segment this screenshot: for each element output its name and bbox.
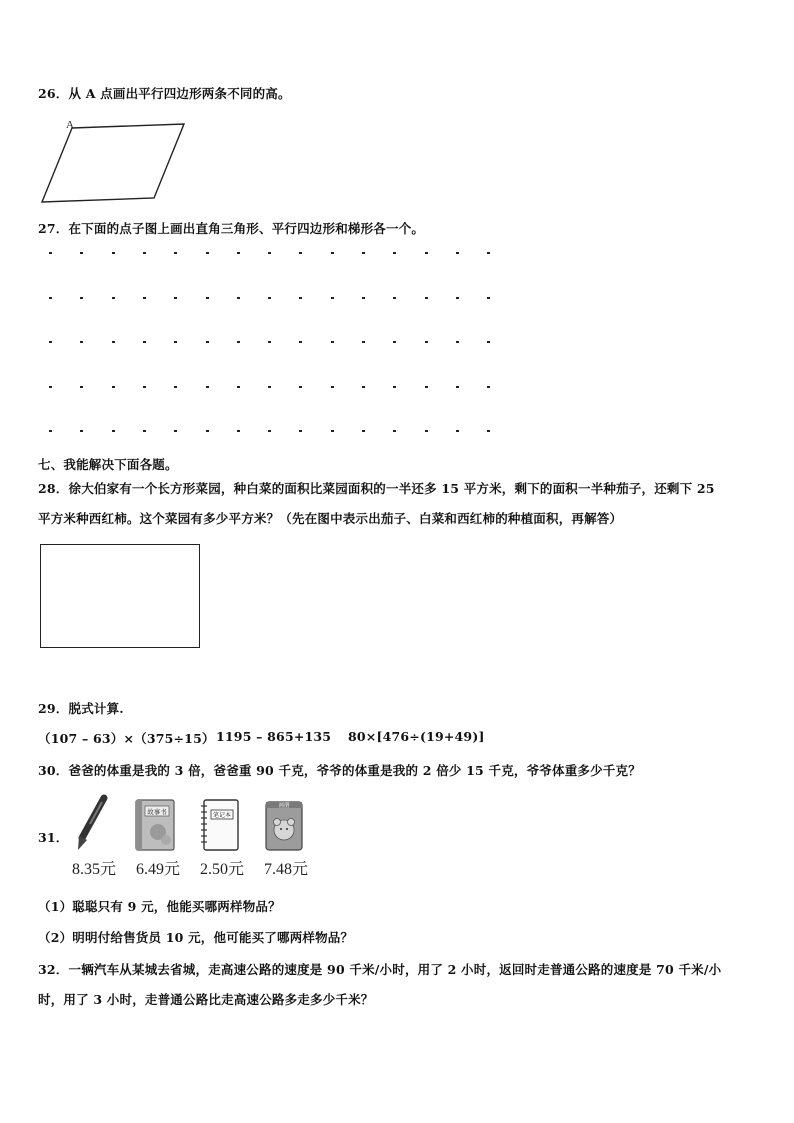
- grid-dot[interactable]: [206, 297, 209, 299]
- grid-dot[interactable]: [143, 252, 146, 254]
- grid-dot[interactable]: [237, 252, 240, 254]
- question-29-title: 29．脱式计算.: [38, 701, 124, 716]
- question-28-line1: 28．徐大伯家有一个长方形菜园，种白菜的面积比菜园面积的一半还多 15 平方米，剩下的面积一半种茄子，还剩下 25: [38, 481, 715, 496]
- grid-dot[interactable]: [112, 341, 115, 343]
- item-pen: [64, 794, 120, 878]
- grid-dot[interactable]: [49, 252, 52, 254]
- grid-dot[interactable]: [268, 297, 271, 299]
- grid-dot[interactable]: [49, 341, 52, 343]
- grid-dot[interactable]: [487, 430, 490, 432]
- grid-dot[interactable]: [80, 341, 83, 343]
- parallelogram-figure: [38, 114, 190, 204]
- grid-dot[interactable]: [237, 386, 240, 388]
- item-notebook: [192, 794, 248, 878]
- price-pen: 8.35元: [71, 861, 116, 878]
- grid-dot[interactable]: [362, 386, 365, 388]
- item-storybook: [128, 794, 184, 878]
- grid-dot[interactable]: [80, 297, 83, 299]
- grid-dot[interactable]: [143, 297, 146, 299]
- grid-dot[interactable]: [299, 341, 302, 343]
- grid-dot[interactable]: [456, 341, 459, 343]
- expression-3: 80×[476÷(19+49)]: [348, 729, 485, 744]
- grid-dot[interactable]: [331, 386, 334, 388]
- grid-dot[interactable]: [425, 430, 428, 432]
- grid-dot[interactable]: [80, 430, 83, 432]
- grid-dot[interactable]: [362, 430, 365, 432]
- item-picture-book: [256, 794, 312, 878]
- grid-dot[interactable]: [393, 252, 396, 254]
- question-31-sub1: （1）聪聪只有 9 元，他能买哪两样物品？: [38, 899, 281, 914]
- grid-dot[interactable]: [362, 297, 365, 299]
- grid-dot[interactable]: [206, 341, 209, 343]
- svg-text:故事书: 故事书: [147, 808, 167, 816]
- grid-dot[interactable]: [143, 430, 146, 432]
- price-notebook: 2.50元: [199, 861, 244, 878]
- grid-dot[interactable]: [49, 430, 52, 432]
- garden-rectangle[interactable]: [40, 544, 200, 648]
- storybook-cover: [132, 794, 180, 854]
- grid-dot[interactable]: [331, 297, 334, 299]
- grid-dot[interactable]: [206, 430, 209, 432]
- grid-dot[interactable]: [80, 386, 83, 388]
- grid-dot[interactable]: [456, 252, 459, 254]
- grid-dot[interactable]: [487, 252, 490, 254]
- grid-dot[interactable]: [331, 341, 334, 343]
- grid-dot[interactable]: [362, 252, 365, 254]
- grid-dot[interactable]: [331, 430, 334, 432]
- question-31-sub2: （2）明明付给售货员 10 元，他可能买了哪两样物品？: [38, 930, 354, 945]
- price-storybook: 6.49元: [135, 861, 180, 878]
- grid-dot[interactable]: [393, 341, 396, 343]
- grid-dot[interactable]: [174, 386, 177, 388]
- grid-dot[interactable]: [456, 430, 459, 432]
- svg-text:笔记本: 笔记本: [212, 812, 232, 819]
- grid-dot[interactable]: [268, 252, 271, 254]
- dot-grid[interactable]: [38, 244, 518, 442]
- grid-dot[interactable]: [174, 430, 177, 432]
- section-7-heading: 七、我能解决下面各题。: [38, 457, 178, 472]
- question-27-text: 27．在下面的点子图上画出直角三角形、平行四边形和梯形各一个。: [38, 221, 425, 236]
- question-31-label: 31．: [38, 830, 69, 845]
- grid-dot[interactable]: [331, 252, 334, 254]
- grid-dot[interactable]: [487, 386, 490, 388]
- grid-dot[interactable]: [112, 386, 115, 388]
- grid-dot[interactable]: [206, 386, 209, 388]
- grid-dot[interactable]: [49, 386, 52, 388]
- grid-dot[interactable]: [143, 386, 146, 388]
- question-28-line2: 平方米种西红柿。这个菜园有多少平方米？（先在图中表示出茄子、白菜和西红柿的种植面积，再解答）: [38, 511, 623, 526]
- price-picture-book: 7.48元: [263, 861, 308, 878]
- grid-dot[interactable]: [49, 297, 52, 299]
- grid-dot[interactable]: [112, 297, 115, 299]
- grid-dot[interactable]: [299, 297, 302, 299]
- item-row: [64, 794, 324, 878]
- grid-dot[interactable]: [237, 430, 240, 432]
- grid-dot[interactable]: [268, 430, 271, 432]
- grid-dot[interactable]: [362, 341, 365, 343]
- grid-dot[interactable]: [112, 252, 115, 254]
- grid-dot[interactable]: [174, 341, 177, 343]
- grid-dot[interactable]: [237, 297, 240, 299]
- grid-dot[interactable]: [174, 252, 177, 254]
- grid-dot[interactable]: [112, 430, 115, 432]
- grid-dot[interactable]: [143, 341, 146, 343]
- question-32-line2: 时，用了 3 小时，走普通公路比走高速公路多走多少千米？: [38, 992, 374, 1007]
- expression-2: 1195 – 865+135: [216, 729, 332, 744]
- question-30-text: 30．爸爸的体重是我的 3 倍，爸爸重 90 千克，爷爷的体重是我的 2 倍少 15 千克，爷爷体重多少千克？: [38, 763, 641, 778]
- grid-dot[interactable]: [299, 386, 302, 388]
- fountain-pen-icon: [68, 794, 116, 854]
- grid-dot[interactable]: [393, 386, 396, 388]
- grid-dot[interactable]: [456, 386, 459, 388]
- grid-dot[interactable]: [80, 252, 83, 254]
- grid-dot[interactable]: [393, 297, 396, 299]
- grid-dot[interactable]: [299, 430, 302, 432]
- grid-dot[interactable]: [456, 297, 459, 299]
- question-32-line1: 32．一辆汽车从某城去省城，走高速公路的速度是 90 千米/小时，用了 2 小时，返回时走普通公路的速度是 70 千米/小: [38, 962, 722, 977]
- notebook-cover: [196, 794, 244, 854]
- grid-dot[interactable]: [268, 341, 271, 343]
- grid-dot[interactable]: [425, 252, 428, 254]
- grid-dot[interactable]: [299, 252, 302, 254]
- grid-dot[interactable]: [393, 430, 396, 432]
- grid-dot[interactable]: [425, 341, 428, 343]
- question-26-text: 26．从 A 点画出平行四边形两条不同的高。: [38, 86, 291, 101]
- grid-dot[interactable]: [268, 386, 271, 388]
- point-a-label: A: [66, 119, 74, 131]
- grid-dot[interactable]: [174, 297, 177, 299]
- picture-book-cover: [260, 794, 308, 854]
- grid-dot[interactable]: [206, 252, 209, 254]
- grid-dot[interactable]: [237, 341, 240, 343]
- svg-text:画册: 画册: [278, 803, 290, 809]
- expression-1: （107 – 63）×（375÷15）: [38, 731, 215, 746]
- grid-dot[interactable]: [487, 341, 490, 343]
- grid-dot[interactable]: [425, 297, 428, 299]
- grid-dot[interactable]: [487, 297, 490, 299]
- grid-dot[interactable]: [425, 386, 428, 388]
